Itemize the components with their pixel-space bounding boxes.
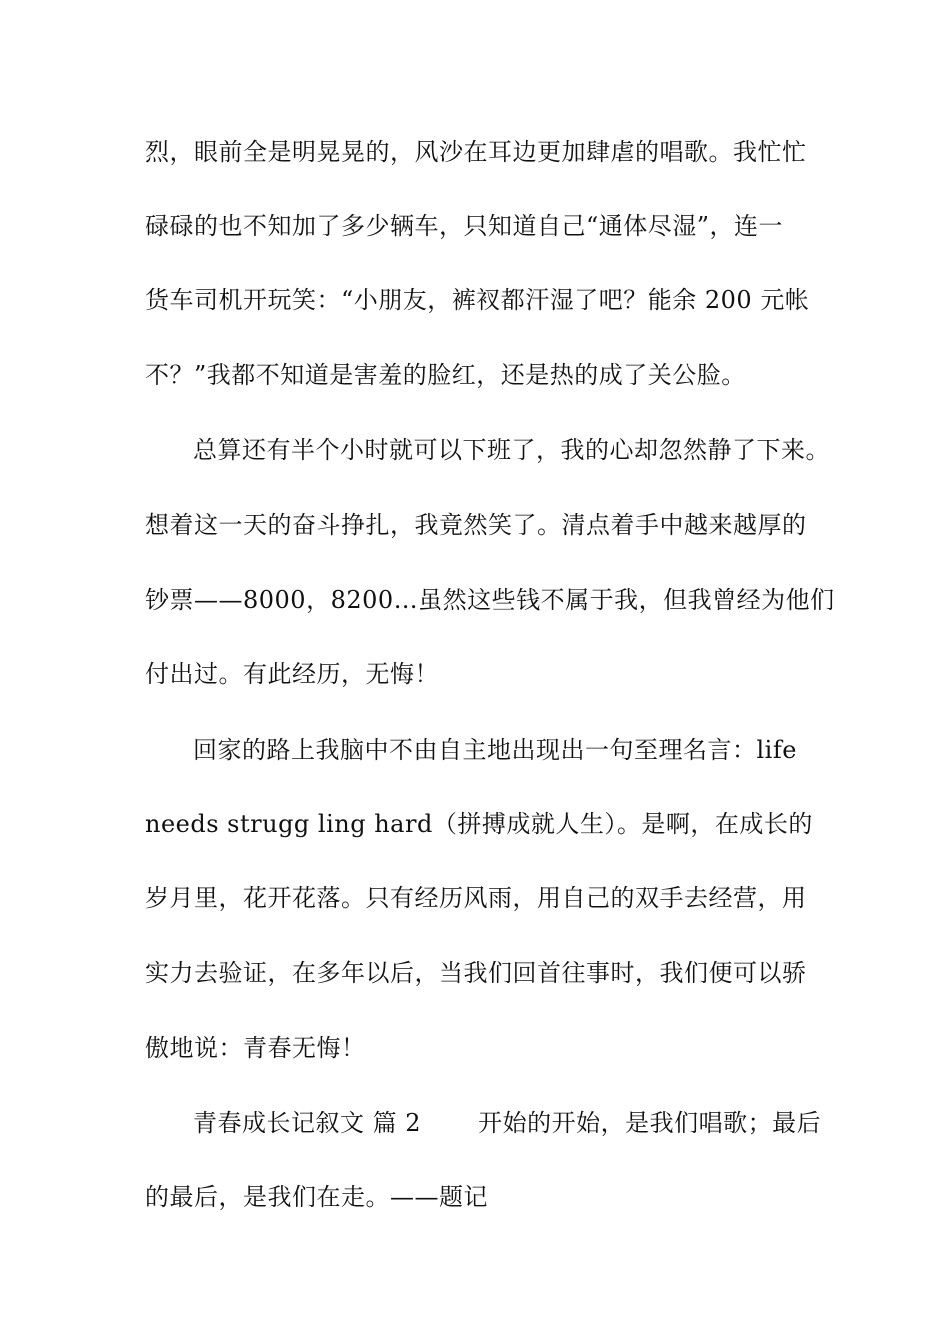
text-line: needs strugg ling hard（拼搏成就人生）。是啊，在成长的 — [145, 810, 813, 838]
text-line: 货车司机开玩笑：“小朋友，裤衩都汗湿了吧？能余 200 元帐 — [145, 286, 810, 314]
text-line: 总算还有半个小时就可以下班了，我的心却忽然静了下来。 — [193, 436, 830, 464]
text-line: 实力去验证，在多年以后，当我们回首往事时，我们便可以骄 — [145, 959, 807, 987]
text-line: 岁月里，花开花落。只有经历风雨，用自己的双手去经营，用 — [145, 884, 807, 912]
text-line: 碌碌的也不知加了多少辆车，只知道自己“通体尽湿”，连一 — [145, 212, 784, 240]
text-line: 的最后，是我们在走。——题记 — [145, 1183, 488, 1211]
text-line: 钞票——8000，8200…虽然这些钱不属于我，但我曾经为他们 — [145, 586, 835, 614]
text-line: 付出过。有此经历，无悔！ — [145, 660, 439, 688]
text-line: 想着这一天的奋斗挣扎，我竟然笑了。清点着手中越来越厚的 — [145, 511, 807, 539]
text-line: 傲地说：青春无悔！ — [145, 1034, 366, 1062]
text-line: 不？”我都不知道是害羞的脸红，还是热的成了关公脸。 — [145, 361, 746, 389]
text-line: 烈，眼前全是明晃晃的，风沙在耳边更加肆虐的唱歌。我忙忙 — [145, 138, 807, 166]
text-line: 回家的路上我脑中不由自主地出现出一句至理名言：life — [193, 736, 797, 764]
section-heading: 青春成长记叙文 篇 2 开始的开始，是我们唱歌；最后 — [193, 1109, 822, 1137]
